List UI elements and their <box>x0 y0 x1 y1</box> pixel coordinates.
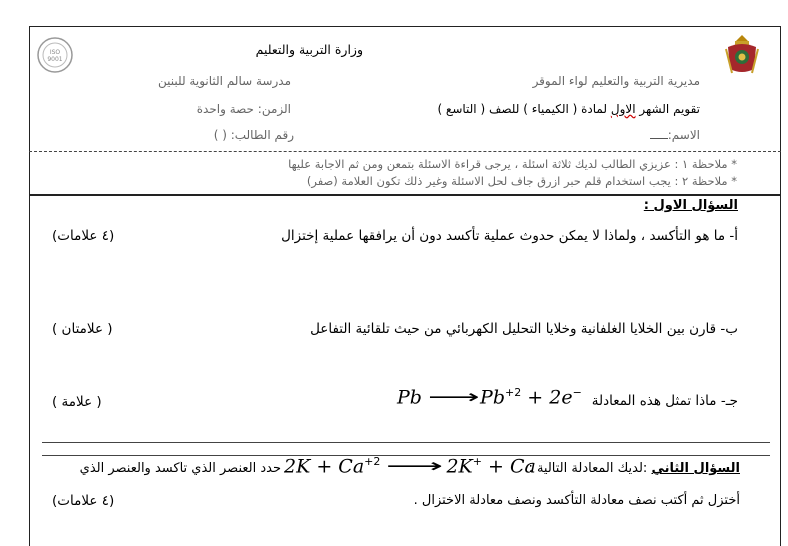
q2-equation-arrow: ⟶ <box>386 455 444 478</box>
question-1-title: السؤال الاول : <box>643 198 738 213</box>
equation-reactant: Pb <box>397 386 422 409</box>
q2-equation-reactant-charge: +2 <box>364 455 381 468</box>
question-2-header <box>528 461 740 476</box>
question-1b-text: ب- قارن بين الخلايا الغلفانية وخلايا التحليل الكهربائي من حيث تلقائية التفاعل <box>310 321 738 337</box>
question-separator <box>42 442 770 443</box>
svg-text:ISO: ISO <box>49 49 61 56</box>
question-1c-marks: ( علامة ) <box>52 394 102 410</box>
student-number-field: رقم الطالب: ( ) <box>213 128 294 142</box>
iso-certification-logo <box>36 36 74 74</box>
student-name-field <box>650 128 700 142</box>
exam-time: الزمن: حصة واحدة <box>196 102 291 116</box>
svg-text:9001: 9001 <box>47 56 63 63</box>
question-2-equation <box>284 455 536 477</box>
question-1a-text: أ- ما هو التأكسد ، ولماذا لا يمكن حدوث عملية تأكسد دون أن يرافقها عملية إختزال <box>281 228 738 244</box>
question-2-marks: (٤ علامات) <box>52 493 115 509</box>
question-2-line1-rest: حدد العنصر الذي تأكسد والعنصر الذي <box>79 461 281 476</box>
q2-equation-product-a: 2K <box>446 455 473 478</box>
coat-of-arms-logo <box>722 33 762 77</box>
question-1b-marks: ( علامتان ) <box>52 321 113 337</box>
header-separator <box>29 151 781 152</box>
school-name: مدرسة سالم الثانوية للبنين <box>157 74 291 88</box>
question-2-line2: أختزل ثم أكتب نصف معادلة التأكسد ونصف معادلة الاختزال . <box>413 493 740 508</box>
equation-arrow: ⟶ <box>428 386 480 409</box>
student-name-label: الاسم: <box>667 128 700 142</box>
question-2-title: السؤال الثاني <box>651 461 740 476</box>
question-1a-marks: (٤ علامات) <box>52 228 115 244</box>
q2-equation-product-a-charge: + <box>472 455 482 468</box>
equation-electron-charge: − <box>572 386 582 399</box>
equation-product-charge: +2 <box>505 386 522 399</box>
q2-equation-product-b: + Ca <box>488 455 536 478</box>
exam-title-prefix: تقويم <box>673 102 700 116</box>
q2-equation-reactants: 2K + Ca <box>284 455 365 478</box>
exam-title-spelling-flag: الاول <box>610 102 636 116</box>
equation-electrons: + 2e <box>527 386 573 409</box>
equation-product: Pb <box>480 386 505 409</box>
question-1c-equation <box>397 386 582 408</box>
note-2: * ملاحظة ٢ : يجب استخدام قلم حبر ازرق جاف لحل الاسئلة وغير ذلك تكون العلامة (صفر) <box>306 174 737 188</box>
ministry-title: وزارة التربية والتعليم <box>255 42 363 57</box>
exam-title <box>437 102 700 116</box>
notes-separator <box>29 194 781 196</box>
note-1: * ملاحظة ١ : عزيزي الطالب لديك ثلاثة اسئلة ، يرجى قراءة الاسئلة بتمعن ومن ثم الاجابة عليها <box>288 157 737 171</box>
exam-title-rest: لمادة ( الكيمياء ) للصف ( التاسع ) <box>437 102 608 116</box>
directorate-name: مديرية التربية والتعليم لواء الموقر <box>532 74 700 88</box>
question-1c-text: جـ- ماذا تمثل هذه المعادلة <box>591 393 738 409</box>
question-2-intro: :لديك المعادلة التالية : <box>528 461 648 476</box>
exam-title-first-word: الشهر <box>639 102 670 116</box>
